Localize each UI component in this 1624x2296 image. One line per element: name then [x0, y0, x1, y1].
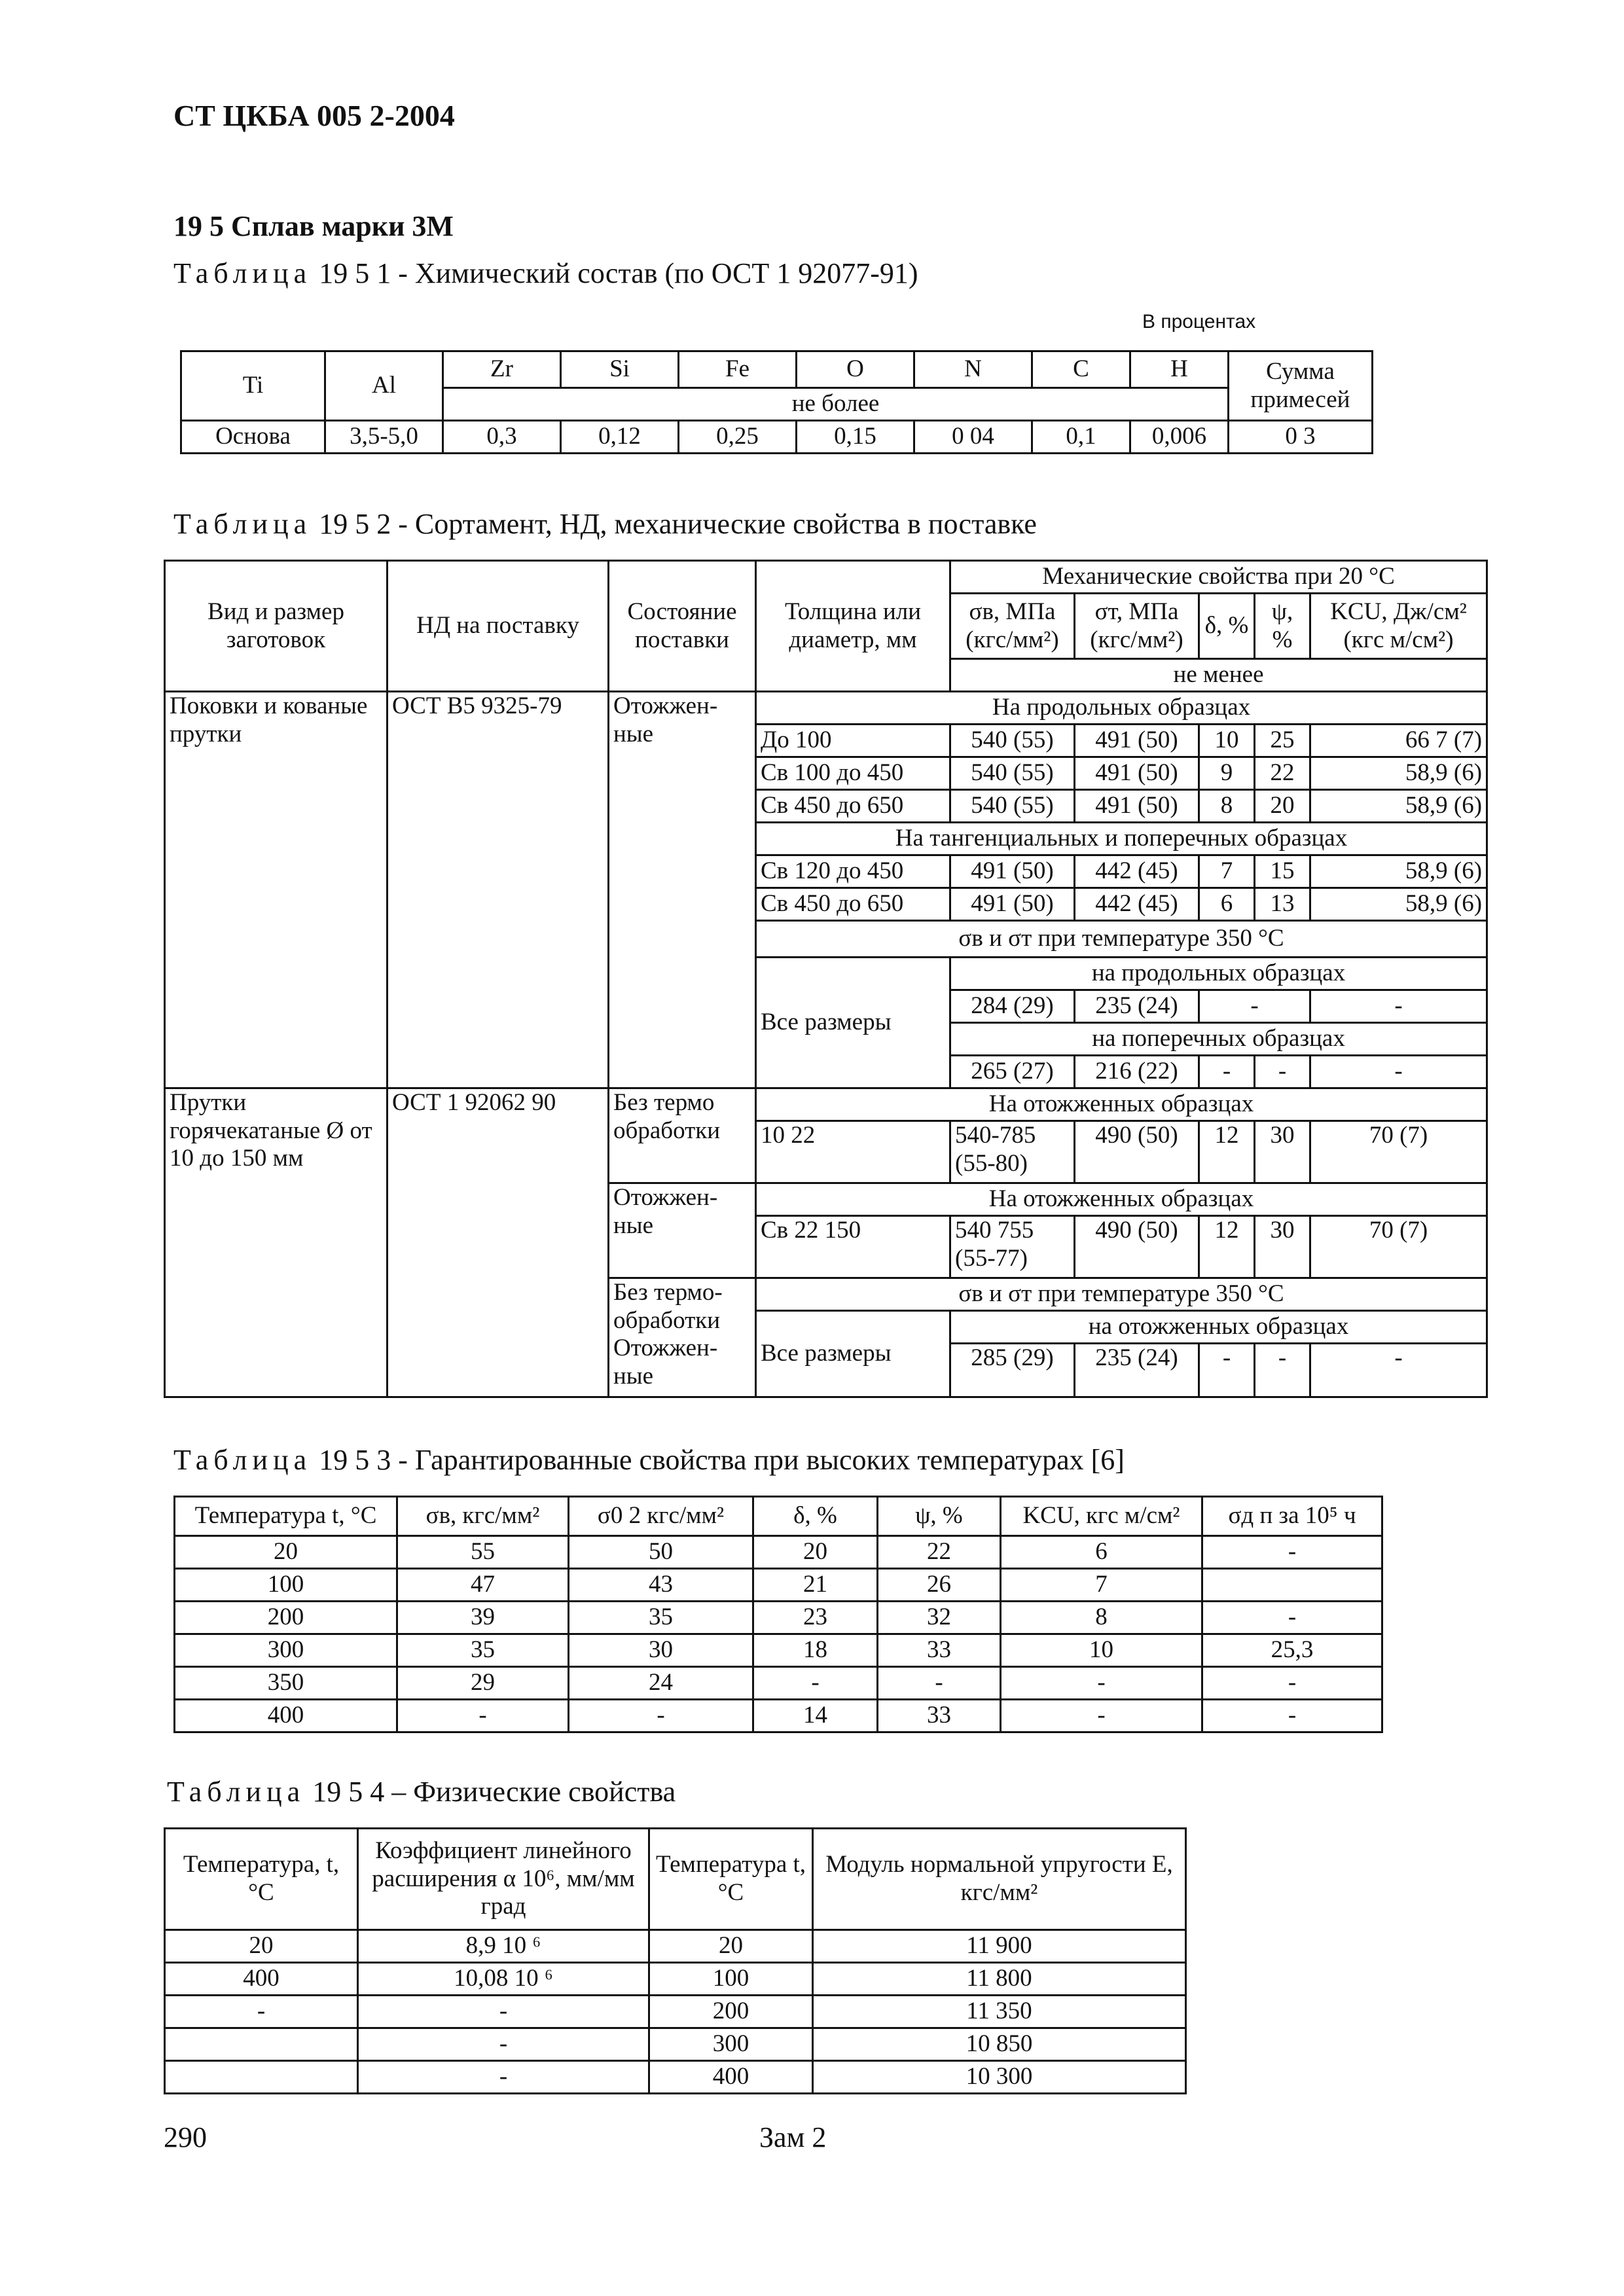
- section-tangential: На тангенциальных и поперечных образцах: [756, 823, 1487, 855]
- assortment-mechanical-table: [164, 560, 1488, 1398]
- state-mixed: Без термо-обработки Отожжен-ные: [609, 1278, 756, 1397]
- header-nd: НД на поставку: [388, 561, 609, 692]
- header-mechanical: Механические свойства при 20 °С: [950, 561, 1487, 594]
- value-cell: 6: [1199, 888, 1255, 921]
- value-cell: 442 (45): [1075, 855, 1199, 888]
- section-longitudinal-small: на продольных образцах: [950, 958, 1487, 990]
- value-cell: 12: [1199, 1121, 1255, 1183]
- table-cell: -: [358, 2061, 649, 2094]
- table-cell: 35: [397, 1634, 569, 1667]
- value-cell: 284 (29): [950, 990, 1075, 1023]
- table-cell: -: [569, 1700, 753, 1732]
- caption-text: - Сортамент, НД, механические свойства в поставке: [398, 508, 1037, 540]
- table1-caption: [173, 257, 918, 290]
- section-transverse: на поперечных образцах: [950, 1023, 1487, 1056]
- value-cell: 0,12: [561, 421, 679, 454]
- header-kcu: KCU, Дж/см² (кгс м/см²): [1310, 594, 1487, 659]
- header-cell: ψ, %: [878, 1497, 1001, 1536]
- table-cell: -: [1202, 1667, 1382, 1700]
- table-cell: -: [753, 1667, 878, 1700]
- table-cell: [165, 2028, 358, 2061]
- header-cell: KCU, кгс м/см²: [1001, 1497, 1202, 1536]
- table-cell: 39: [397, 1602, 569, 1634]
- table-cell: 33: [878, 1634, 1001, 1667]
- table-cell: 20: [165, 1930, 358, 1963]
- size-cell: Св 450 до 650: [756, 888, 950, 921]
- table-cell: 400: [649, 2061, 813, 2094]
- caption-text: - Химический состав (по ОСТ 1 92077-91): [398, 257, 918, 289]
- caption-word: Таблица: [173, 508, 312, 540]
- table-cell: 300: [175, 1634, 397, 1667]
- value-cell: 58,9 (6): [1310, 855, 1487, 888]
- value-cell: 490 (50): [1075, 1121, 1199, 1183]
- value-cell: 70 (7): [1310, 1216, 1487, 1278]
- table-cell: 11 350: [813, 1996, 1186, 2028]
- table-cell: 26: [878, 1569, 1001, 1602]
- header-cell: σв, кгс/мм²: [397, 1497, 569, 1536]
- value-cell: 25: [1255, 725, 1310, 757]
- not-less-label: не менее: [950, 659, 1487, 692]
- value-cell: 66 7 (7): [1310, 725, 1487, 757]
- value-cell: 0,1: [1032, 421, 1130, 454]
- table-cell: 29: [397, 1667, 569, 1700]
- table-cell: 11 800: [813, 1963, 1186, 1996]
- value-cell: 8: [1199, 790, 1255, 823]
- table-cell: 10 300: [813, 2061, 1186, 2094]
- caption-text: – Физические свойства: [391, 1776, 676, 1808]
- header-cell: O: [797, 351, 914, 388]
- header-thickness: Толщина или диаметр, мм: [756, 561, 950, 692]
- table-cell: 11 900: [813, 1930, 1186, 1963]
- caption-word: Таблица: [173, 257, 312, 289]
- header-cell: Температура, t, °С: [165, 1829, 358, 1930]
- header-state: Состояние поставки: [609, 561, 756, 692]
- chemical-composition-table: [180, 350, 1373, 454]
- header-cell: C: [1032, 351, 1130, 388]
- table-cell: 400: [175, 1700, 397, 1732]
- value-cell: 12: [1199, 1216, 1255, 1278]
- value-cell: 0,3: [443, 421, 561, 454]
- value-cell: 491 (50): [950, 888, 1075, 921]
- value-cell: -: [1255, 1344, 1310, 1397]
- table-cell: -: [358, 1996, 649, 2028]
- header-cell: σд п за 10⁵ ч: [1202, 1497, 1382, 1536]
- table-cell: 200: [649, 1996, 813, 2028]
- value-cell: 490 (50): [1075, 1216, 1199, 1278]
- value-cell: 235 (24): [1075, 990, 1199, 1023]
- table-cell: 33: [878, 1700, 1001, 1732]
- table-cell: 30: [569, 1634, 753, 1667]
- high-temperature-properties-table: [173, 1496, 1383, 1733]
- value-cell: 540 (55): [950, 790, 1075, 823]
- table-cell: 100: [649, 1963, 813, 1996]
- value-cell: 3,5-5,0: [325, 421, 443, 454]
- caption-number: 19 5 2: [319, 508, 391, 540]
- size-cell: Св 120 до 450: [756, 855, 950, 888]
- header-cell: Температура t, °С: [649, 1829, 813, 1930]
- table-cell: 35: [569, 1602, 753, 1634]
- amendment-label: Зам 2: [759, 2121, 827, 2153]
- value-cell: Основа: [181, 421, 325, 454]
- state-no-treatment: Без термо обработки: [609, 1088, 756, 1183]
- caption-word: Таблица: [173, 1444, 312, 1476]
- table-cell: -: [1001, 1667, 1202, 1700]
- table-cell: [1202, 1569, 1382, 1602]
- caption-word: Таблица: [167, 1776, 306, 1808]
- value-cell: -: [1199, 1344, 1255, 1397]
- value-cell: 58,9 (6): [1310, 888, 1487, 921]
- table3-caption: [173, 1443, 1125, 1477]
- table-cell: 21: [753, 1569, 878, 1602]
- value-cell: 58,9 (6): [1310, 757, 1487, 790]
- table-cell: 24: [569, 1667, 753, 1700]
- table-cell: [165, 2061, 358, 2094]
- table-cell: -: [1001, 1700, 1202, 1732]
- value-cell: 235 (24): [1075, 1344, 1199, 1397]
- value-cell: 265 (27): [950, 1056, 1075, 1088]
- header-cell: σ0 2 кгс/мм²: [569, 1497, 753, 1536]
- section-temp-350: σв и σт при температуре 350 °С: [756, 1278, 1487, 1311]
- value-cell: -: [1199, 1056, 1255, 1088]
- value-cell: 0,006: [1130, 421, 1229, 454]
- value-cell: 442 (45): [1075, 888, 1199, 921]
- table-cell: 50: [569, 1536, 753, 1569]
- header-cell: Модуль нормальной упругости Е, кгс/мм²: [813, 1829, 1186, 1930]
- all-sizes-cell: Все размеры: [756, 958, 950, 1088]
- all-sizes-cell: Все размеры: [756, 1311, 950, 1397]
- section-annealed-small: на отожженных образцах: [950, 1311, 1487, 1344]
- physical-properties-table: [164, 1827, 1187, 2094]
- value-cell: 10: [1199, 725, 1255, 757]
- caption-number: 19 5 1: [319, 257, 391, 289]
- table-cell: 20: [753, 1536, 878, 1569]
- table-cell: 20: [175, 1536, 397, 1569]
- value-cell: 540-785 (55-80): [950, 1121, 1075, 1183]
- state-forgings: Отожжен-ные: [609, 692, 756, 1088]
- table4-caption: [167, 1775, 676, 1808]
- value-cell: 285 (29): [950, 1344, 1075, 1397]
- value-cell: 20: [1255, 790, 1310, 823]
- header-cell: Si: [561, 351, 679, 388]
- table-cell: 300: [649, 2028, 813, 2061]
- value-cell: 30: [1255, 1121, 1310, 1183]
- table-cell: -: [397, 1700, 569, 1732]
- value-cell: 540 (55): [950, 725, 1075, 757]
- value-cell: 540 (55): [950, 757, 1075, 790]
- value-cell: -: [1310, 1344, 1487, 1397]
- header-cell: Температура t, °С: [175, 1497, 397, 1536]
- size-cell: Св 22 150: [756, 1216, 950, 1278]
- table-cell: 100: [175, 1569, 397, 1602]
- section-title: 19 5 Сплав марки 3М: [173, 210, 454, 242]
- value-cell: 9: [1199, 757, 1255, 790]
- nd-bars: ОСТ 1 92062 90: [388, 1088, 609, 1397]
- value-cell: -: [1310, 990, 1487, 1023]
- subheader-max: не более: [443, 388, 1229, 421]
- header-sigma-b: σв, МПа (кгс/мм²): [950, 594, 1075, 659]
- section-temp-350: σв и σт при температуре 350 °С: [756, 921, 1487, 958]
- value-cell: 0,15: [797, 421, 914, 454]
- value-cell: -: [1310, 1056, 1487, 1088]
- table-cell: 47: [397, 1569, 569, 1602]
- value-cell: 0 04: [914, 421, 1032, 454]
- table-cell: -: [1202, 1536, 1382, 1569]
- units-note: В процентах: [1142, 311, 1256, 332]
- value-cell: 491 (50): [1075, 790, 1199, 823]
- table-cell: 350: [175, 1667, 397, 1700]
- table-cell: 32: [878, 1602, 1001, 1634]
- kind-forgings: Поковки и кованые прутки: [165, 692, 388, 1088]
- table-cell: -: [1202, 1700, 1382, 1732]
- header-cell: H: [1130, 351, 1229, 388]
- value-cell: 15: [1255, 855, 1310, 888]
- table-cell: 200: [175, 1602, 397, 1634]
- table-cell: 43: [569, 1569, 753, 1602]
- table-cell: 10 850: [813, 2028, 1186, 2061]
- size-cell: Св 100 до 450: [756, 757, 950, 790]
- header-cell: Ti: [181, 351, 325, 421]
- table-cell: 22: [878, 1536, 1001, 1569]
- header-cell: Zr: [443, 351, 561, 388]
- value-cell: -: [1255, 1056, 1310, 1088]
- table-cell: 400: [165, 1963, 358, 1996]
- value-cell: -: [1199, 990, 1310, 1023]
- table-cell: 8,9 10 ⁶: [358, 1930, 649, 1963]
- caption-text: - Гарантированные свойства при высоких температурах [6]: [398, 1444, 1125, 1476]
- table-cell: -: [165, 1996, 358, 2028]
- header-cell: δ, %: [753, 1497, 878, 1536]
- header-kind: Вид и размер заготовок: [165, 561, 388, 692]
- value-cell: 70 (7): [1310, 1121, 1487, 1183]
- value-cell: 0 3: [1229, 421, 1373, 454]
- table-cell: 23: [753, 1602, 878, 1634]
- section-annealed: На отожженных образцах: [756, 1183, 1487, 1216]
- caption-number: 19 5 3: [319, 1444, 391, 1476]
- header-delta: δ, %: [1199, 594, 1255, 659]
- table-cell: -: [358, 2028, 649, 2061]
- table-cell: 14: [753, 1700, 878, 1732]
- size-cell: Св 450 до 650: [756, 790, 950, 823]
- header-psi: ψ, %: [1255, 594, 1310, 659]
- table2-caption: [173, 507, 1037, 541]
- table-cell: 55: [397, 1536, 569, 1569]
- value-cell: 7: [1199, 855, 1255, 888]
- table-cell: 20: [649, 1930, 813, 1963]
- kind-bars: Прутки горячекатаные Ø от 10 до 150 мм: [165, 1088, 388, 1397]
- table-cell: 10: [1001, 1634, 1202, 1667]
- section-longitudinal: На продольных образцах: [756, 692, 1487, 725]
- table-cell: 6: [1001, 1536, 1202, 1569]
- value-cell: 491 (50): [950, 855, 1075, 888]
- header-cell: Сумма примесей: [1229, 351, 1373, 421]
- header-sigma-t: σт, МПа (кгс/мм²): [1075, 594, 1199, 659]
- nd-forgings: ОСТ В5 9325-79: [388, 692, 609, 1088]
- value-cell: 216 (22): [1075, 1056, 1199, 1088]
- value-cell: 491 (50): [1075, 725, 1199, 757]
- value-cell: 58,9 (6): [1310, 790, 1487, 823]
- header-cell: Коэффициент линейного расширения α 10⁶, мм/мм град: [358, 1829, 649, 1930]
- table-cell: 25,3: [1202, 1634, 1382, 1667]
- value-cell: 13: [1255, 888, 1310, 921]
- value-cell: 0,25: [679, 421, 797, 454]
- caption-number: 19 5 4: [312, 1776, 385, 1808]
- state-annealed: Отожжен-ные: [609, 1183, 756, 1278]
- page-number: 290: [164, 2121, 207, 2153]
- table-cell: -: [1202, 1602, 1382, 1634]
- size-cell: До 100: [756, 725, 950, 757]
- value-cell: 540 755 (55-77): [950, 1216, 1075, 1278]
- value-cell: 22: [1255, 757, 1310, 790]
- header-cell: Fe: [679, 351, 797, 388]
- table-cell: 7: [1001, 1569, 1202, 1602]
- section-annealed: На отожженных образцах: [756, 1088, 1487, 1121]
- table-cell: -: [878, 1667, 1001, 1700]
- value-cell: 491 (50): [1075, 757, 1199, 790]
- table-cell: 10,08 10 ⁶: [358, 1963, 649, 1996]
- table-cell: 8: [1001, 1602, 1202, 1634]
- size-cell: 10 22: [756, 1121, 950, 1183]
- header-cell: N: [914, 351, 1032, 388]
- document-code: СТ ЦКБА 005 2-2004: [173, 99, 455, 132]
- header-cell: Al: [325, 351, 443, 421]
- table-cell: 18: [753, 1634, 878, 1667]
- value-cell: 30: [1255, 1216, 1310, 1278]
